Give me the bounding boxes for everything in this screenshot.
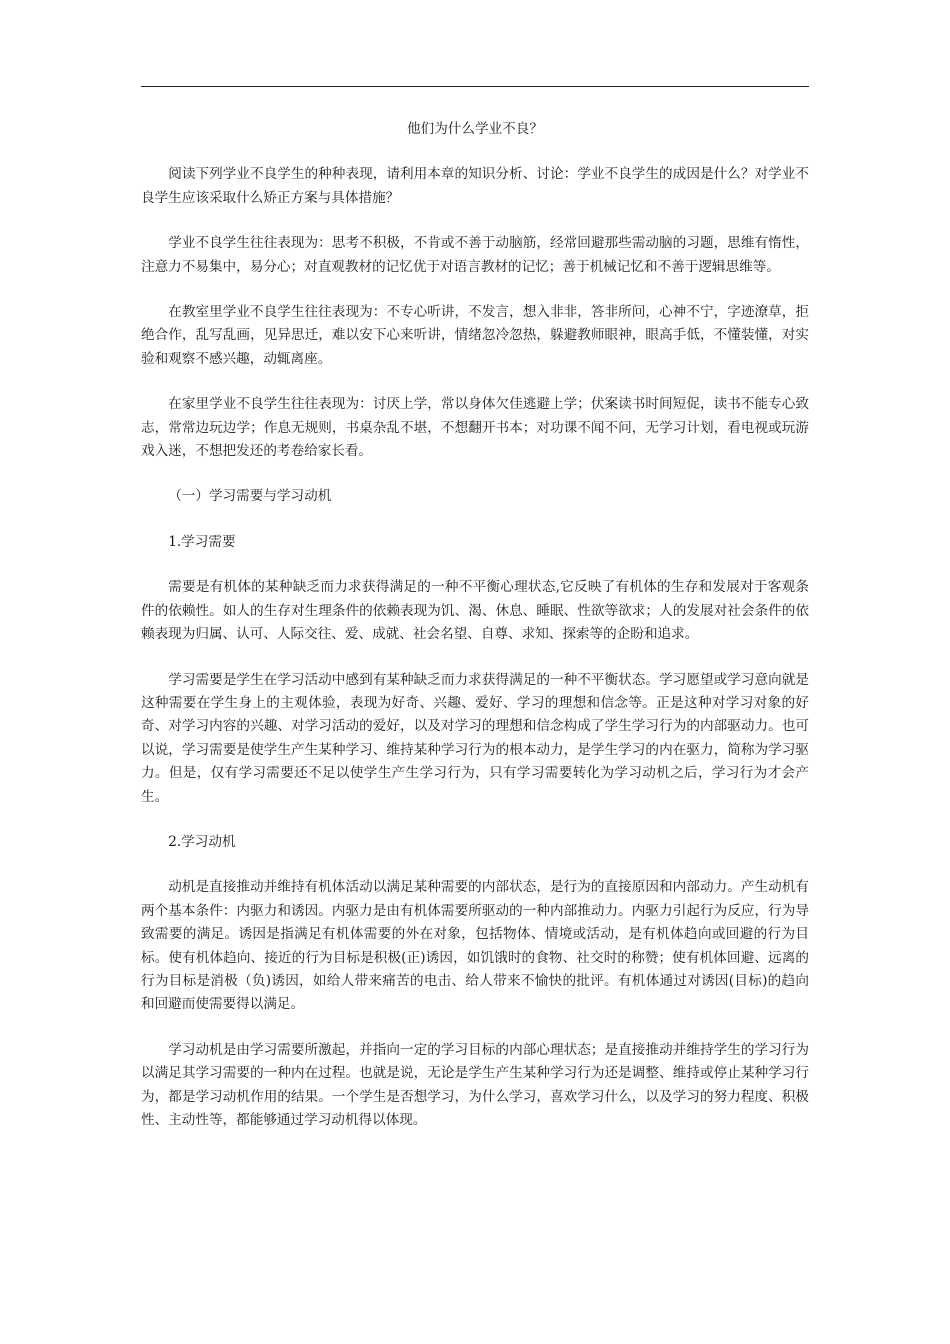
paragraph-motivation-definition: 动机是直接推动并维持有机体活动以满足某种需要的内部状态，是行为的直接原因和内部动力。产生动机有两个基本条件：内驱力和诱因。内驱力是由有机体需要所驱动的一种内部推动力。内驱力引起行为反应，行为导致需要的满足。诱因是指满足有机体需要的外在对象，包括物体、情境或活动，是有机体趋向或回避的行为目标。使有机体趋向、接近的行为目标是积极(正)诱因，如饥饿时的食物、社交时的称赞；使有机体回避、远离的行为目标是消极（负)诱因，如给人带来痛苦的电击、给人带来不愉快的批评。有机体通过对诱因(目标)的趋向和回避而使需要得以满足。 — [141, 879, 809, 1013]
paragraph-classroom-traits: 在教室里学业不良学生往往表现为：不专心听讲，不发言，想入非非，答非所问，心神不宁，字迹潦草，拒绝合作，乱写乱画，见异思迁，难以安下心来听讲，情绪忽冷忽热，躲避教师眼神，眼高手低，不懂装懂，对实验和观察不感兴趣，动辄离座。 — [141, 304, 809, 367]
paragraph-needs-definition: 需要是有机体的某种缺乏而力求获得满足的一种不平衡心理状态,它反映了有机体的生存和发展对于客观条件的依赖性。如人的生存对生理条件的依赖表现为饥、渴、休息、睡眠、性欲等欲求；人的发展对社会条件的依赖表现为归属、认可、人际交往、爱、成就、社会名望、自尊、求知、探索等的企盼和追求。 — [141, 579, 809, 643]
paragraph-learning-needs: 学习需要是学生在学习活动中感到有某种缺乏而力求获得满足的一种不平衡状态。学习愿望或学习意向就是这种需要在学生身上的主观体验，表现为好奇、兴趣、爱好、学习的理想和信念等。正是这种对学习对象的好奇、对学习内容的兴趣、对学习活动的爱好，以及对学习的理想和信念构成了学生学习行为的内部驱动力。也可以说，学习需要是使学生产生某种学习、维持某种学习行为的根本动力，是学生学习的内在驱力，简称为学习驱力。但是，仅有学习需要还不足以使学生产生学习行为，只有学习需要转化为学习动机之后，学习行为才会产生。 — [141, 671, 809, 805]
paragraph-home-traits: 在家里学业不良学生往往表现为：讨厌上学，常以身体欠佳逃避上学；伏案读书时间短促，读书不能专心致志，常常边玩边学；作息无规则，书桌杂乱不堪，不想翻开书本；对功课不闻不问，无学习计划，看电视或玩游戏入迷，不想把发还的考卷给家长看。 — [141, 396, 809, 460]
document-title: 他们为什么学业不良？ — [407, 121, 543, 137]
header-rule — [141, 86, 809, 87]
document-body — [141, 118, 809, 1154]
section-heading: （一）学习需要与学习动机 — [168, 488, 332, 505]
subsection-heading-learning-motivation: 2.学习动机 — [168, 833, 236, 850]
intro-paragraph: 阅读下列学业不良学生的种种表现，请利用本章的知识分析、讨论：学业不良学生的成因是什么？对学业不良学生应该采取什么矫正方案与具体措施？ — [141, 166, 809, 206]
paragraph-learning-motivation: 学习动机是由学习需要所激起，并指向一定的学习目标的内部心理状态；是直接推动并维持学生的学习行为以满足其学习需要的一种内在过程。也就是说，无论是学生产生某种学习行为还是调整、维持或停止某种学习行为，都是学习动机作用的结果。一个学生是否想学习，为什么学习，喜欢学习什么，以及学习的努力程度、积极性、主动性等，都能够通过学习动机得以体现。 — [141, 1041, 809, 1128]
subsection-heading-learning-needs: 1.学习需要 — [168, 533, 236, 550]
paragraph-thinking-traits: 学业不良学生往往表现为：思考不积极，不肯或不善于动脑筋，经常回避那些需动脑的习题，思维有惰性，注意力不易集中，易分心；对直观教材的记忆优于对语言教材的记忆；善于机械记忆和不善于逻辑思维等。 — [141, 235, 809, 275]
